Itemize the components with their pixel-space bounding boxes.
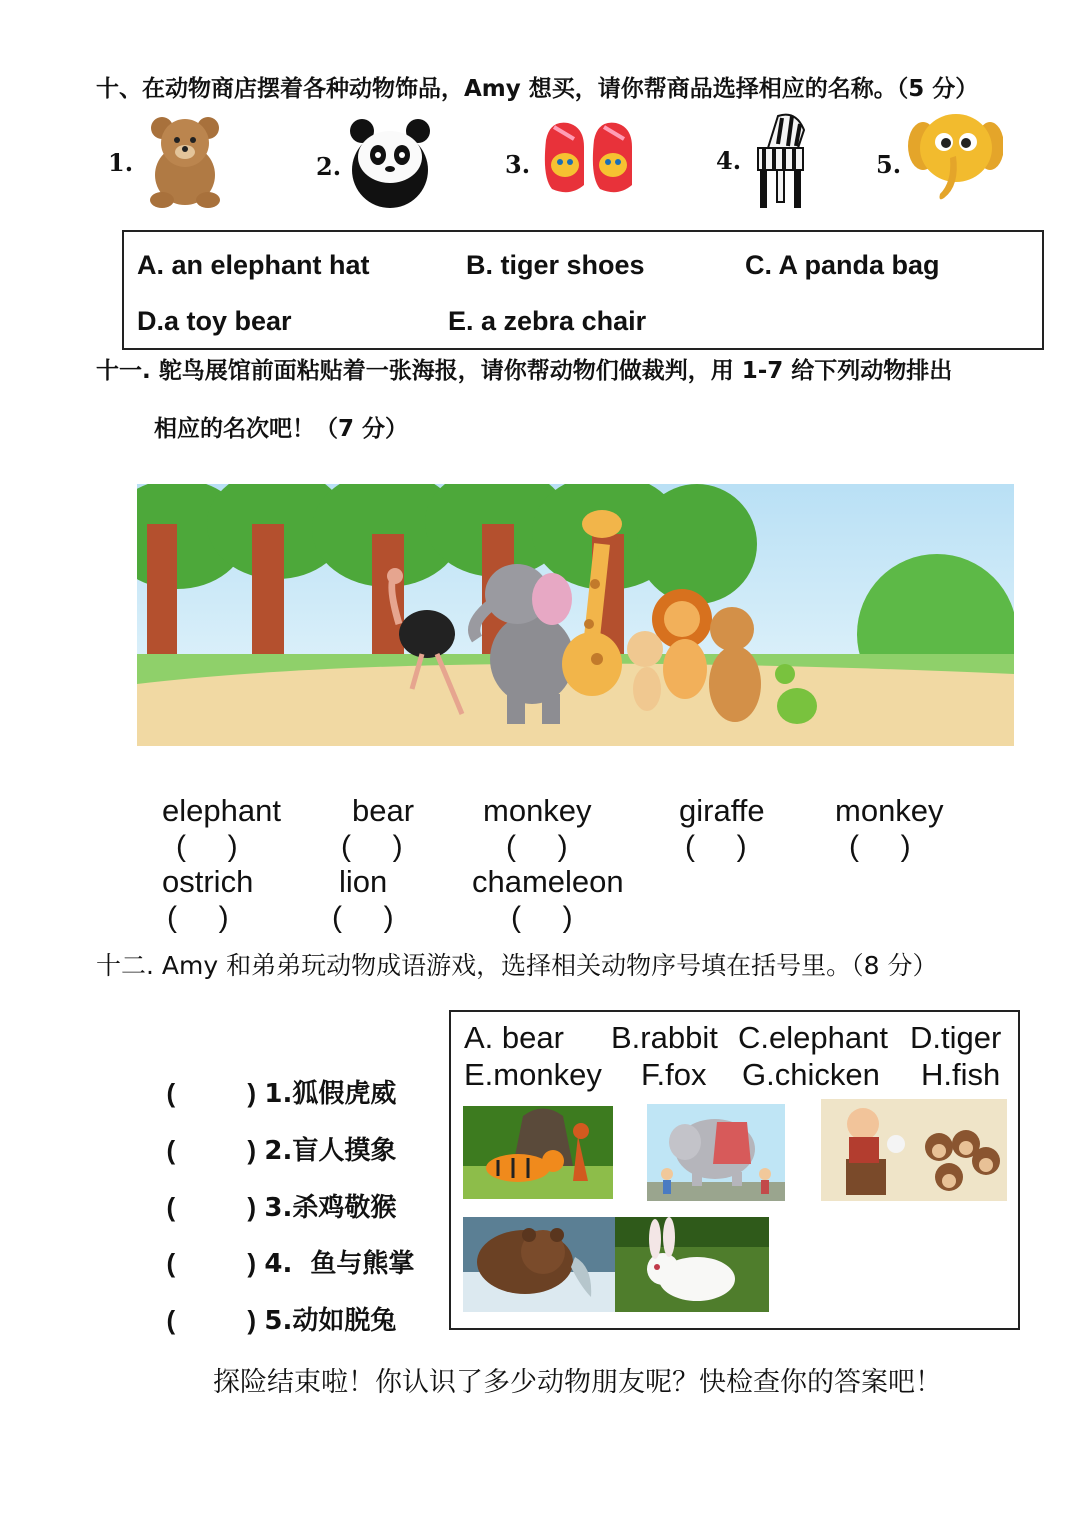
animal-word: lion [339, 864, 388, 899]
rank-blank[interactable]: ( ) [332, 901, 394, 934]
zebra-chair-icon [748, 108, 813, 213]
item-number: 1. [108, 148, 134, 177]
option-d: D.a toy bear [137, 306, 292, 336]
key-option: D.tiger [910, 1020, 1002, 1055]
key-option: B.rabbit [611, 1020, 718, 1055]
idiom-text: 1.狐假虎威 [264, 1079, 397, 1109]
chicken-monkeys-picture [821, 1099, 1007, 1201]
idiom-text: 5.动如脱兔 [264, 1306, 397, 1336]
animal-word: monkey [835, 793, 944, 828]
item-number: 4. [716, 146, 742, 175]
rank-blank[interactable]: ( ) [685, 830, 747, 863]
tiger-fox-picture [463, 1106, 613, 1199]
animal-word: chameleon [472, 864, 624, 899]
answer-blank[interactable]: ( ) [166, 1078, 257, 1108]
idiom-text: 2.盲人摸象 [264, 1136, 397, 1166]
section11-title-cont: 相应的名次吧！（7 分） [154, 416, 409, 442]
option-b: B. tiger shoes [466, 250, 645, 280]
elephant-hat-icon [908, 106, 1003, 206]
rank-blank[interactable]: ( ) [506, 830, 568, 863]
option-a: A. an elephant hat [137, 250, 370, 280]
options-box [122, 230, 1044, 350]
bear-fish-picture [463, 1217, 615, 1312]
key-option: A. bear [464, 1020, 564, 1055]
animal-word: giraffe [679, 793, 765, 828]
animal-key-box [449, 1010, 1020, 1330]
option-e: E. a zebra chair [448, 306, 647, 336]
animal-word: monkey [483, 793, 592, 828]
answer-blank[interactable]: ( ) [166, 1135, 257, 1165]
rank-blank[interactable]: ( ) [176, 830, 238, 863]
animal-race-poster [137, 484, 1014, 746]
panda-bag-icon [348, 115, 433, 210]
key-option: C.elephant [738, 1020, 888, 1055]
blind-men-elephant-picture [647, 1104, 785, 1201]
teddy-bear-icon [140, 110, 230, 210]
idiom-row [150, 1270, 396, 1337]
answer-blank[interactable]: ( ) [166, 1305, 257, 1335]
item-number: 5. [876, 150, 902, 179]
key-option: F.fox [641, 1057, 707, 1092]
item-number: 2. [316, 152, 342, 181]
animal-word: ostrich [162, 864, 254, 899]
rank-blank[interactable]: ( ) [167, 901, 229, 934]
key-option: H.fish [921, 1057, 1001, 1092]
rabbit-picture [615, 1217, 769, 1312]
answer-blank[interactable]: ( ) [166, 1248, 257, 1278]
item-number: 3. [505, 150, 531, 179]
idiom-text: 4. 鱼与熊掌 [264, 1249, 415, 1279]
option-c: C. A panda bag [745, 250, 940, 280]
rank-blank[interactable]: ( ) [511, 901, 573, 934]
idiom-text: 3.杀鸡敬猴 [264, 1193, 397, 1223]
section11-title: 十一. 鸵鸟展馆前面粘贴着一张海报，请你帮动物们做裁判，用 1-7 给下列动物排出 [96, 358, 953, 384]
tiger-shoes-icon [540, 115, 640, 200]
rank-blank[interactable]: ( ) [341, 830, 403, 863]
animal-word: elephant [162, 793, 281, 828]
section12-title: 十二. Amy 和弟弟玩动物成语游戏，选择相关动物序号填在括号里。（8 分） [96, 951, 938, 980]
animal-word: bear [352, 793, 415, 828]
section10-title: 十、在动物商店摆着各种动物饰品，Amy 想买，请你帮商品选择相应的名称。（5 分） [96, 76, 979, 102]
answer-blank[interactable]: ( ) [166, 1192, 257, 1222]
key-option: G.chicken [742, 1057, 880, 1092]
rank-blank[interactable]: ( ) [849, 830, 911, 863]
key-option: E.monkey [464, 1057, 602, 1092]
footer-message: 探险结束啦！你认识了多少动物朋友呢？快检查你的答案吧！ [213, 1367, 942, 1398]
